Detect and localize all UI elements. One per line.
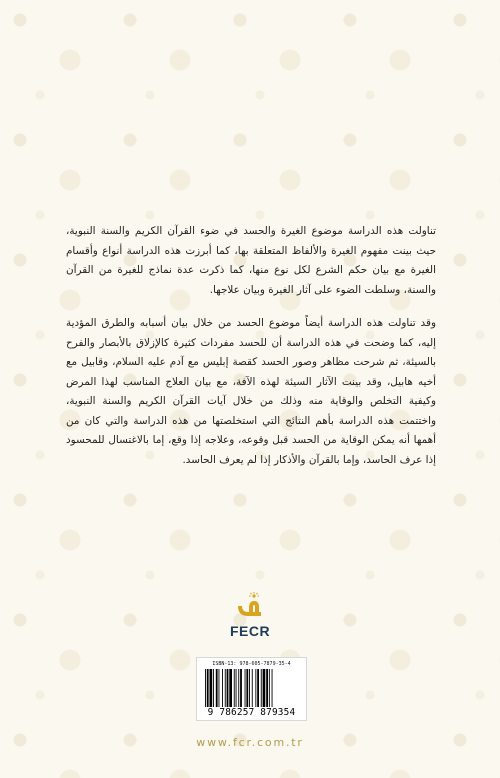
- barcode-number: 9 786257 879354: [207, 707, 296, 718]
- isbn-barcode: [196, 657, 307, 721]
- barcode-bars: [203, 669, 300, 707]
- isbn-label: ISBN-13: 978-605-7879-35-4: [212, 661, 291, 667]
- blurb-paragraph-1: تناولت هذه الدراسة موضوع الغيرة والحسد في ضوء القرآن الكريم والسنة النبوية، حيث بينت مفهوم الغيرة والألفاظ المتعلقة بها، كما أبرزت هذه الدراسة أنواع وأقسام الغيرة مع بيان حكم الشرع لكل نوع منها، كما ذكرت عدة نماذج للغيرة من القرآن والسنة، وسلطت الضوء على آثار الغيرة وبيان علاجها.: [66, 225, 436, 296]
- publisher-logo: [223, 590, 277, 652]
- blurb-paragraph-2: وقد تناولت هذه الدراسة أيضاً موضوع الحسد من خلال بيان أسبابه والطرق المؤدية إليه، كما وضحت في هذه الدراسة أن للحسد مفردات كثيرة كالإزلاق بالأبصار والفرح بالسيئة، ثم شرحت مظاهر وصور الحسد كقصة إبليس مع آدم عليه السلام، وقابيل مع أخيه هابيل، وقد بينت الآثار السيئة لهذه الآفة، مع بيان العلاج المناسب لهذا المرض وكيفية التخلص والوقاية منه وذلك من خلال آيات القرآن الكريم والسنة النبوية، واختتمت هذه الدراسة بأهم النتائج التي استخلصتها من هذه الدراسة والتي كان من أهمها أنه يمكن الوقاية من الحسد قبل وقوعه، وعلاجه إذا وقع، إما بالاغتسال للمحسود إذا عرف الحاسد، وإما بالقرآن والأذكار إذا لم يعرف الحاسد.: [66, 317, 436, 466]
- publisher-website: www.fcr.com.tr: [196, 736, 304, 749]
- publisher-logo-icon: [235, 592, 265, 622]
- publisher-name: FECR: [229, 623, 271, 639]
- blurb-text: [66, 222, 436, 484]
